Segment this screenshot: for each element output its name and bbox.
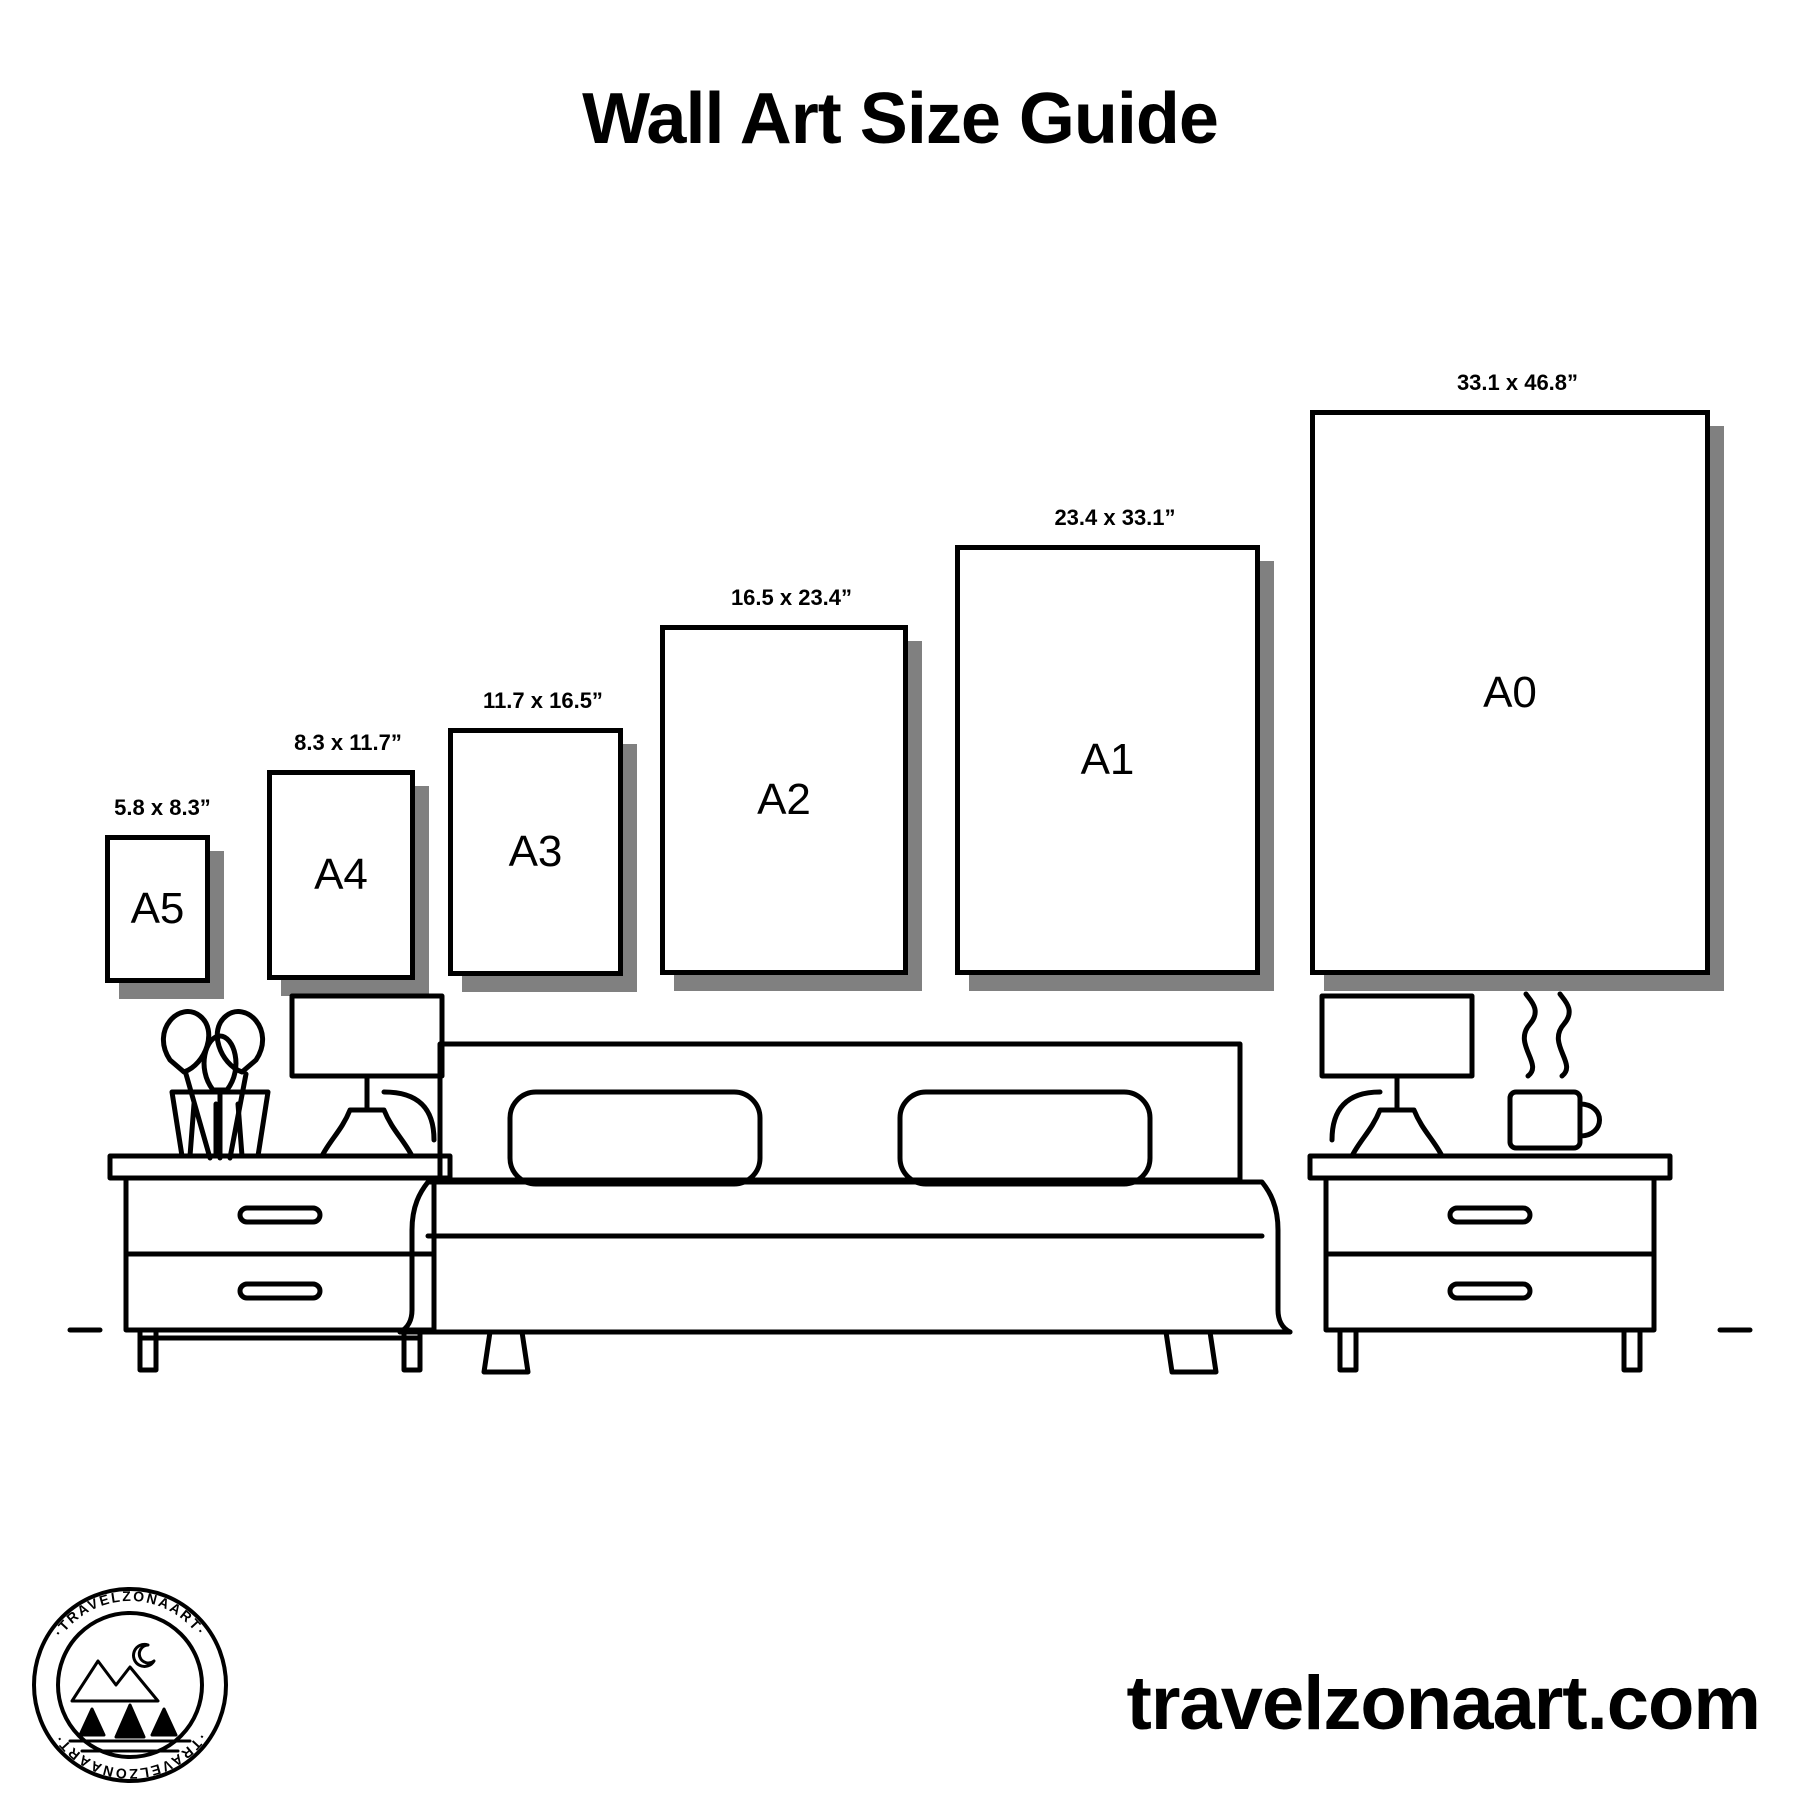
frame-label-a0: A0 <box>1483 667 1537 717</box>
frame-group-a0 <box>1310 370 1725 1010</box>
frame-label-a5: A5 <box>130 884 185 933</box>
frame-label-a3: A3 <box>508 827 563 876</box>
coffee-cup-icon <box>1480 994 1600 1156</box>
frame-size-row <box>0 280 1800 1010</box>
website-url[interactable]: travelzonaart.com <box>1126 1661 1760 1746</box>
frame-dimension-a4: 8.3 x 11.7” <box>294 730 402 755</box>
frame-a1[interactable] <box>955 545 1260 975</box>
frame-a3[interactable] <box>448 728 623 976</box>
frame-a0[interactable] <box>1310 410 1710 975</box>
bed-icon <box>400 1044 1290 1372</box>
frame-group-a1 <box>955 505 1275 1010</box>
logo-text-top: ·TRAVELZONAART· <box>50 1587 210 1640</box>
table-lamp-right-icon <box>1322 996 1472 1156</box>
bedroom-scene-illustration <box>60 980 1760 1400</box>
frame-a2[interactable] <box>660 625 908 975</box>
frame-label-a4: A4 <box>314 850 368 899</box>
frame-group-a4 <box>267 730 429 1010</box>
frame-label-a2: A2 <box>757 775 811 824</box>
frame-dimension-a1: 23.4 x 33.1” <box>1054 505 1176 530</box>
vase-with-flowers-icon <box>163 1012 268 1158</box>
frame-dimension-a5: 5.8 x 8.3” <box>114 795 211 820</box>
frame-a4[interactable] <box>267 770 415 980</box>
frame-dimension-a2: 16.5 x 23.4” <box>730 585 853 610</box>
logo-text-bottom: ·TRAVELZONAART· <box>50 1730 210 1783</box>
table-lamp-left-icon <box>292 996 442 1156</box>
frame-group-a3 <box>448 688 638 1010</box>
page-title: Wall Art Size Guide <box>582 79 1218 159</box>
brand-logo[interactable] <box>30 1585 230 1785</box>
logo-mountain-scene-icon <box>70 1644 190 1751</box>
frame-dimension-a0: 33.1 x 46.8” <box>1456 370 1579 395</box>
frame-dimension-a3: 11.7 x 16.5” <box>483 688 603 713</box>
frame-label-a1: A1 <box>1080 735 1135 784</box>
nightstand-right-icon <box>1310 1156 1670 1370</box>
frame-a5[interactable] <box>105 835 210 983</box>
frame-group-a2 <box>660 585 923 1010</box>
